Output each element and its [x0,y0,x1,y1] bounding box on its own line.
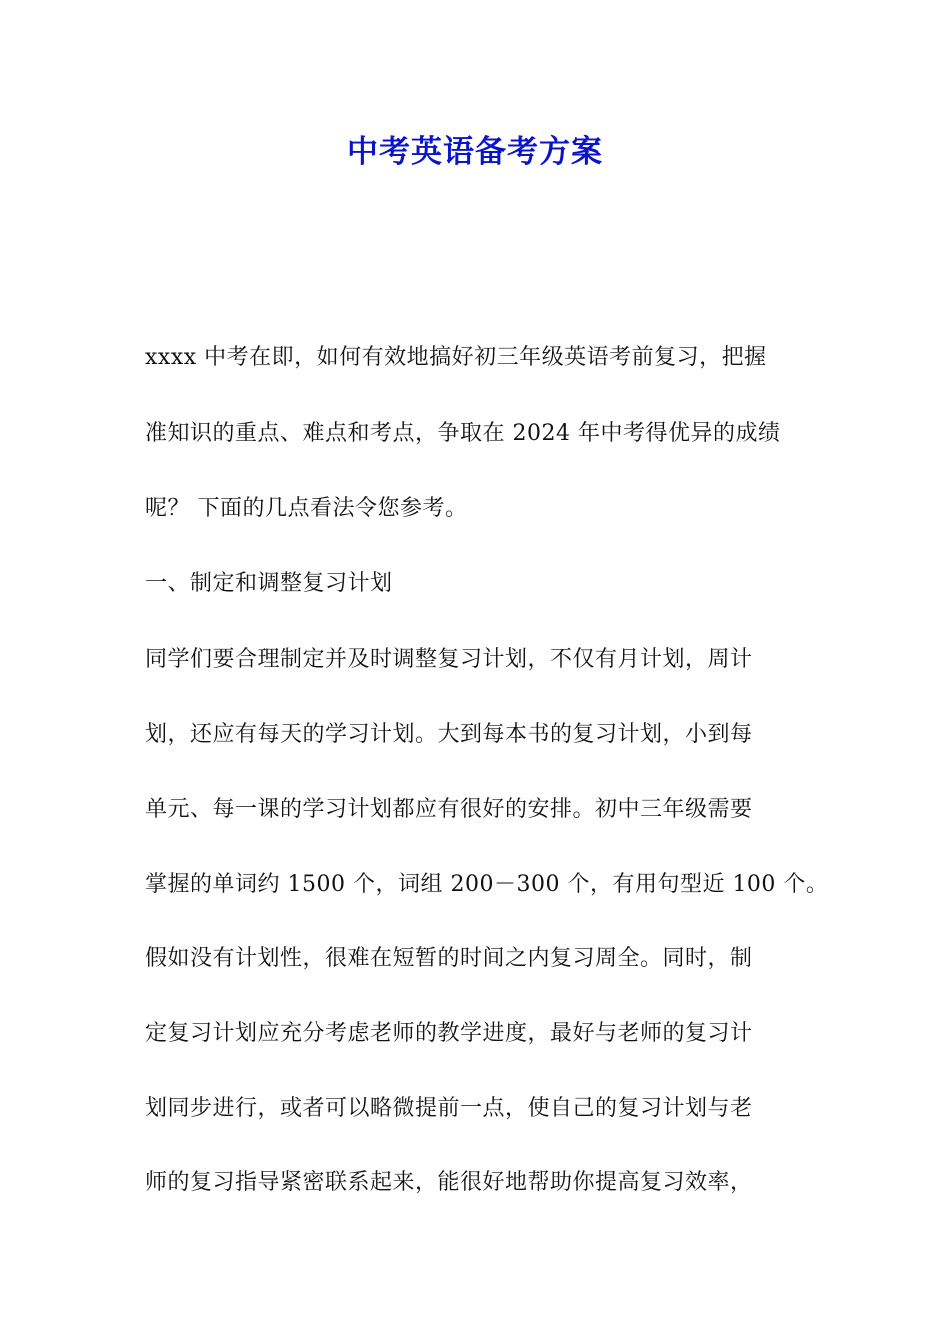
paragraph-line: 师的复习指导紧密联系起来，能很好地帮助你提高复习效率， [145,1170,753,1195]
paragraph-line: 呢？ 下面的几点看法令您参考。 [145,496,468,521]
paragraph-line: 划，还应有每天的学习计划。大到每本书的复习计划，小到每 [145,722,753,747]
paragraph-line: 划同步进行，或者可以略微提前一点，使自己的复习计划与老 [145,1096,753,1121]
section-heading: 一、制定和调整复习计划 [145,571,393,596]
paragraph-line: 单元、每一课的学习计划都应有很好的安排。初中三年级需要 [145,797,753,822]
document-title: 中考英语备考方案 [347,134,603,170]
paragraph-line: 定复习计划应充分考虑老师的教学进度，最好与老师的复习计 [145,1021,753,1046]
paragraph-line: 假如没有计划性，很难在短暂的时间之内复习周全。同时，制 [145,946,753,971]
paragraph-line: xxxx 中考在即，如何有效地搞好初三年级英语考前复习，把握 [145,345,767,370]
paragraph-line: 掌握的单词约 1500 个，词组 200－300 个，有用句型近 100 个。 [145,872,829,897]
paragraph-line: 准知识的重点、难点和考点，争取在 2024 年中考得优异的成绩 [145,421,781,446]
paragraph-line: 同学们要合理制定并及时调整复习计划，不仅有月计划，周计 [145,647,753,672]
